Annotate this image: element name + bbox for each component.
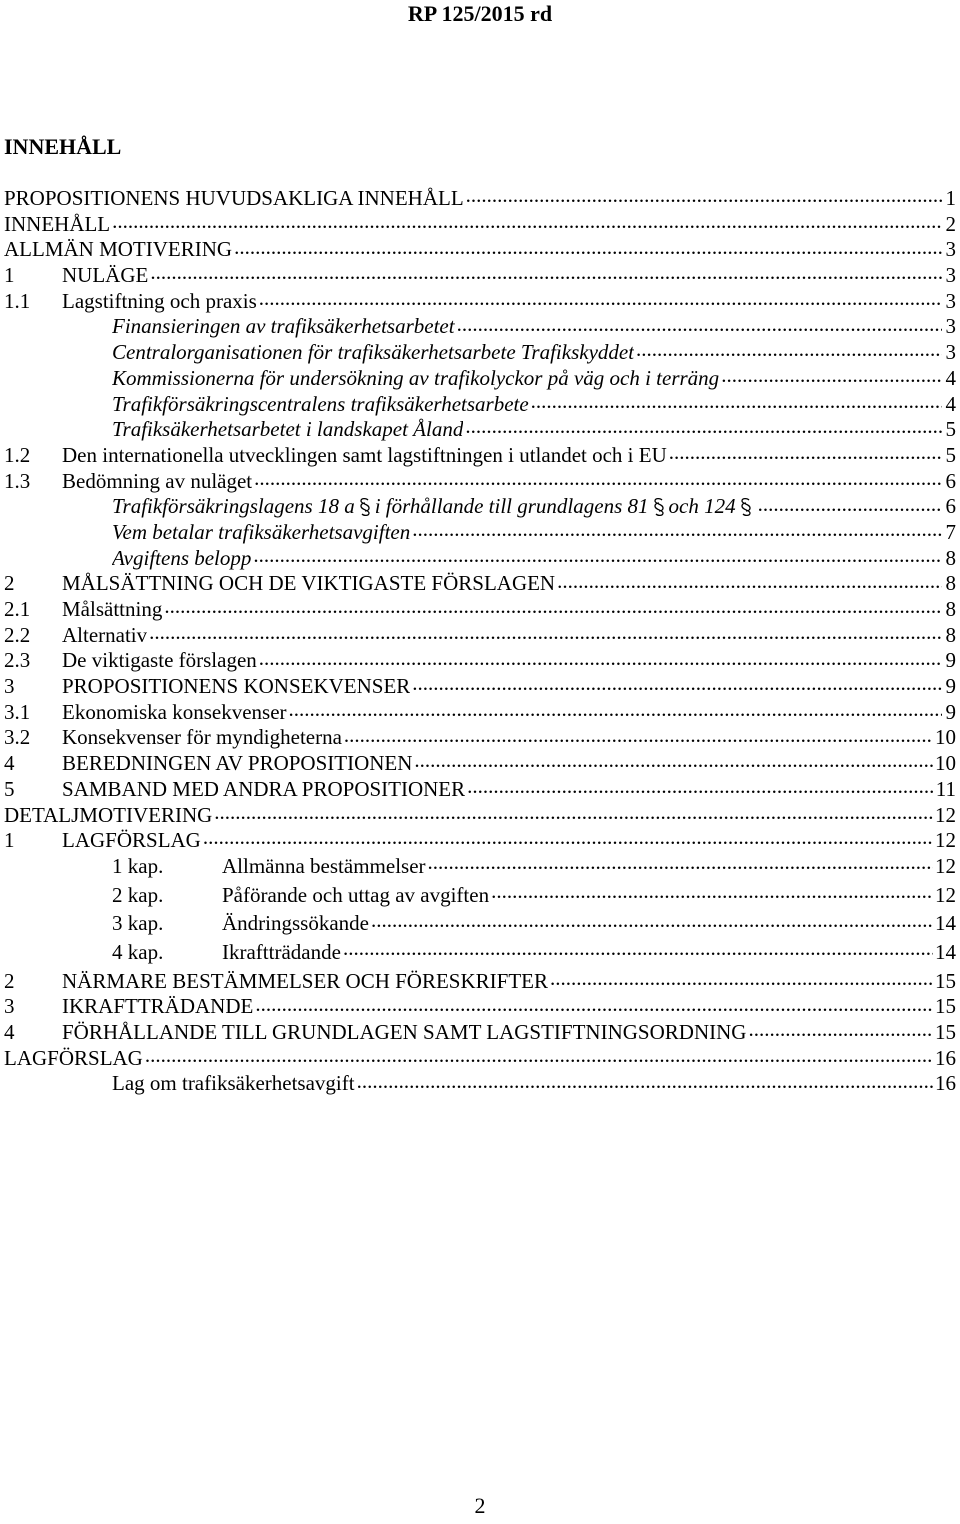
- dot-leader: [289, 698, 942, 719]
- dot-leader: [203, 826, 933, 847]
- dot-leader: [428, 852, 933, 873]
- toc-entry-number: 5: [4, 776, 15, 801]
- toc-entry-number: 2.1: [4, 597, 31, 621]
- toc-entry-text: Ekonomiska konsekvenser: [62, 699, 287, 724]
- toc-entry[interactable]: [4, 801, 956, 827]
- toc-entry-text: Lagstiftning och praxis: [62, 288, 257, 313]
- toc-entry[interactable]: [4, 826, 956, 852]
- toc-entry-text: LAGFÖRSLAG: [4, 1045, 143, 1070]
- toc-entry-number: 1.2: [4, 442, 31, 467]
- dot-leader: [145, 1044, 933, 1065]
- dot-leader: [254, 467, 942, 488]
- section-sign-icon: [652, 497, 666, 517]
- toc-entry-number: 1: [4, 828, 15, 853]
- toc-entry-number: 2.2: [4, 622, 31, 647]
- toc-entry[interactable]: [4, 210, 956, 236]
- toc-entry-page: 3: [945, 288, 956, 313]
- toc-entry-page: 8: [945, 622, 956, 647]
- dot-leader: [465, 415, 942, 436]
- toc-entry-page: 12: [935, 802, 956, 827]
- dot-leader: [344, 723, 933, 744]
- dot-leader: [557, 569, 942, 590]
- toc-entry-page: 12: [935, 853, 956, 878]
- toc-entry-page: 9: [945, 699, 956, 724]
- toc-entry-text: Påförande och uttag av avgiften: [222, 882, 490, 907]
- toc-entry-text: Centralorganisationen för trafiksäkerhetsarbete Trafikskyddet: [112, 340, 635, 365]
- toc-entry-page: 3: [945, 263, 956, 288]
- toc-entry[interactable]: [4, 595, 956, 621]
- dot-leader: [412, 518, 942, 539]
- toc-entry-page: 2: [945, 211, 956, 236]
- toc-entry[interactable]: [4, 881, 956, 910]
- toc-entry-text: MÅLSÄTTNING OCH DE VIKTIGASTE FÖRSLAGEN: [62, 571, 556, 596]
- toc-entry[interactable]: [4, 184, 956, 210]
- toc-entry-text: BEREDNINGEN AV PROPOSITIONEN: [62, 751, 413, 776]
- toc-entry-page: 12: [935, 828, 956, 853]
- dot-leader: [112, 210, 942, 231]
- toc-entry-chapter: 3 kap.: [112, 911, 164, 936]
- toc-entry-text: Konsekvenser för myndigheterna: [62, 725, 342, 750]
- toc-entry-page: 6: [945, 494, 956, 519]
- dot-leader: [343, 938, 933, 959]
- toc-entry-text: FÖRHÅLLANDE TILL GRUNDLAGEN SAMT LAGSTIFTNINGSORDNING: [62, 1020, 747, 1044]
- toc-entry-page: 1: [945, 186, 956, 210]
- toc-entry[interactable]: [4, 646, 956, 672]
- toc-entry-page: 8: [945, 571, 956, 596]
- toc-entry[interactable]: [4, 312, 956, 338]
- toc-entry-page: 10: [935, 725, 956, 750]
- toc-entry[interactable]: [4, 775, 956, 801]
- toc-entry-number: 3.1: [4, 699, 31, 724]
- toc-entry[interactable]: [4, 467, 956, 493]
- toc-entry-number: 2.3: [4, 648, 31, 673]
- table-of-contents: [4, 184, 956, 1095]
- toc-entry-page: 9: [945, 674, 956, 699]
- dot-leader: [259, 646, 942, 667]
- toc-entry-page: 8: [945, 545, 956, 570]
- toc-entry-page: 14: [935, 939, 956, 964]
- toc-entry-text: Trafikförsäkringslagens 18 a i förhållande till grundlagens 81 och 124: [112, 494, 756, 520]
- toc-entry[interactable]: [4, 235, 956, 261]
- dot-leader: [748, 1018, 933, 1039]
- toc-entry[interactable]: [4, 909, 956, 938]
- dot-leader: [467, 775, 934, 796]
- toc-entry-page: 16: [935, 1071, 956, 1096]
- dot-leader: [491, 881, 933, 902]
- dot-leader: [214, 801, 933, 822]
- page-number: 2: [474, 1493, 486, 1518]
- toc-entry-text: De viktigaste förslagen: [62, 648, 257, 673]
- document-header: RP 125/2015 rd: [407, 1, 553, 26]
- toc-entry-text: ALLMÄN MOTIVERING: [4, 237, 233, 262]
- toc-entry-text: LAGFÖRSLAG: [62, 828, 201, 853]
- toc-entry-number: 3.2: [4, 725, 31, 750]
- toc-entry-page: 3: [945, 237, 956, 262]
- toc-entry-text: Vem betalar trafiksäkerhetsavgiften: [112, 519, 411, 544]
- dot-leader: [253, 544, 942, 565]
- toc-entry-text: INNEHÅLL: [4, 211, 111, 236]
- toc-entry-number: 4: [4, 751, 15, 776]
- toc-entry[interactable]: [4, 338, 956, 364]
- toc-entry[interactable]: [4, 569, 956, 595]
- toc-entry-page: 8: [945, 597, 956, 621]
- toc-entry-page: 5: [945, 417, 956, 442]
- toc-entry-page: 14: [935, 911, 956, 936]
- toc-entry-text: Finansieringen av trafiksäkerhetsarbetet: [112, 314, 455, 339]
- toc-entry-page: 15: [935, 1020, 956, 1044]
- toc-entry-page: 4: [945, 365, 956, 390]
- toc-entry-page: 15: [935, 994, 956, 1019]
- toc-entry-number: 4: [4, 1020, 15, 1044]
- toc-entry[interactable]: [4, 698, 956, 724]
- toc-entry[interactable]: [4, 441, 956, 467]
- toc-entry-text: Den internationella utvecklingen samt lagstiftningen i utlandet och i EU: [62, 442, 667, 467]
- toc-entry[interactable]: [4, 364, 956, 390]
- toc-entry-chapter: 1 kap.: [112, 853, 164, 878]
- toc-entry-page: 9: [945, 648, 956, 673]
- toc-entry-page: 10: [935, 751, 956, 776]
- toc-entry[interactable]: [4, 992, 956, 1018]
- toc-entry-page: 11: [935, 776, 956, 801]
- dot-leader: [466, 184, 942, 205]
- toc-entry-text: Trafikförsäkringscentralens trafiksäkerhetsarbete: [112, 391, 529, 416]
- toc-entry-page: 15: [935, 968, 956, 993]
- toc-entry-chapter: 4 kap.: [112, 939, 164, 964]
- section-sign-icon: [358, 497, 372, 517]
- toc-entry-page: 3: [945, 340, 956, 365]
- toc-entry-text: Trafiksäkerhetsarbetet i landskapet Åland: [112, 417, 464, 442]
- toc-entry[interactable]: [4, 544, 956, 570]
- toc-entry[interactable]: [4, 492, 956, 518]
- dot-leader: [164, 595, 942, 616]
- toc-entry-text: Alternativ: [62, 622, 148, 647]
- section-sign-icon: [739, 497, 753, 517]
- toc-entry-text: SAMBAND MED ANDRA PROPOSITIONER: [62, 776, 466, 801]
- toc-entry-number: 2: [4, 571, 15, 596]
- toc-entry-page: 6: [945, 468, 956, 493]
- toc-entry-text: Kommissionerna för undersökning av trafikolyckor på väg och i terräng: [112, 365, 720, 390]
- dot-leader: [758, 492, 942, 513]
- dot-leader: [457, 312, 942, 333]
- dot-leader: [371, 909, 933, 930]
- toc-entry-text: Bedömning av nuläget: [62, 468, 253, 493]
- toc-entry-text: Lag om trafiksäkerhetsavgift: [112, 1071, 355, 1096]
- toc-entry-number: 3: [4, 994, 15, 1019]
- toc-entry-page: 12: [935, 882, 956, 907]
- toc-entry-number: 1: [4, 263, 15, 288]
- toc-entry-text: PROPOSITIONENS HUVUDSAKLIGA INNEHÅLL: [4, 186, 464, 210]
- toc-entry-text: Allmänna bestämmelser: [222, 853, 426, 878]
- toc-entry[interactable]: [4, 518, 956, 544]
- toc-entry[interactable]: [4, 261, 956, 287]
- toc-entry[interactable]: [4, 749, 956, 775]
- dot-leader: [412, 672, 942, 693]
- dot-leader: [357, 1069, 933, 1090]
- toc-entry-page: 5: [945, 442, 956, 467]
- dot-leader: [150, 261, 942, 282]
- toc-entry-number: 3: [4, 674, 15, 699]
- toc-entry[interactable]: [4, 1018, 956, 1044]
- dot-leader: [636, 338, 942, 359]
- toc-entry[interactable]: [4, 1069, 956, 1095]
- toc-entry-text: Avgiftens belopp: [112, 545, 252, 570]
- toc-entry-page: 16: [935, 1045, 956, 1070]
- dot-leader: [550, 967, 933, 988]
- toc-entry-text: Ändringssökande: [222, 911, 369, 936]
- toc-entry[interactable]: [4, 967, 956, 993]
- toc-entry-page: 4: [945, 391, 956, 416]
- toc-entry-text: PROPOSITIONENS KONSEKVENSER: [62, 674, 411, 699]
- dot-leader: [234, 235, 942, 256]
- toc-entry[interactable]: [4, 852, 956, 881]
- dot-leader: [531, 390, 942, 411]
- toc-entry-number: 2: [4, 968, 15, 993]
- dot-leader: [414, 749, 933, 770]
- toc-entry-page: 7: [945, 519, 956, 544]
- toc-entry[interactable]: [4, 390, 956, 416]
- dot-leader: [669, 441, 942, 462]
- toc-entry[interactable]: [4, 723, 956, 749]
- toc-entry-text: IKRAFTTRÄDANDE: [62, 994, 254, 1019]
- toc-entry[interactable]: [4, 938, 956, 967]
- toc-entry[interactable]: [4, 621, 956, 647]
- toc-entry-text: NÄRMARE BESTÄMMELSER OCH FÖRESKRIFTER: [62, 968, 548, 993]
- toc-entry-number: 1.1: [4, 288, 31, 313]
- toc-entry-chapter: 2 kap.: [112, 882, 164, 907]
- toc-entry[interactable]: [4, 287, 956, 313]
- toc-entry-number: 1.3: [4, 468, 31, 493]
- toc-entry-text: Ikraftträdande: [222, 939, 341, 964]
- toc-entry-text: DETALJMOTIVERING: [4, 802, 213, 827]
- dot-leader: [149, 621, 942, 642]
- toc-entry[interactable]: [4, 415, 956, 441]
- dot-leader: [255, 992, 933, 1013]
- toc-entry-text: NULÄGE: [62, 263, 149, 288]
- dot-leader: [721, 364, 942, 385]
- toc-entry[interactable]: [4, 672, 956, 698]
- toc-entry-text: Målsättning: [62, 597, 163, 621]
- toc-entry[interactable]: [4, 1044, 956, 1070]
- toc-heading: INNEHÅLL: [4, 134, 122, 159]
- toc-entry-page: 3: [945, 314, 956, 339]
- dot-leader: [259, 287, 942, 308]
